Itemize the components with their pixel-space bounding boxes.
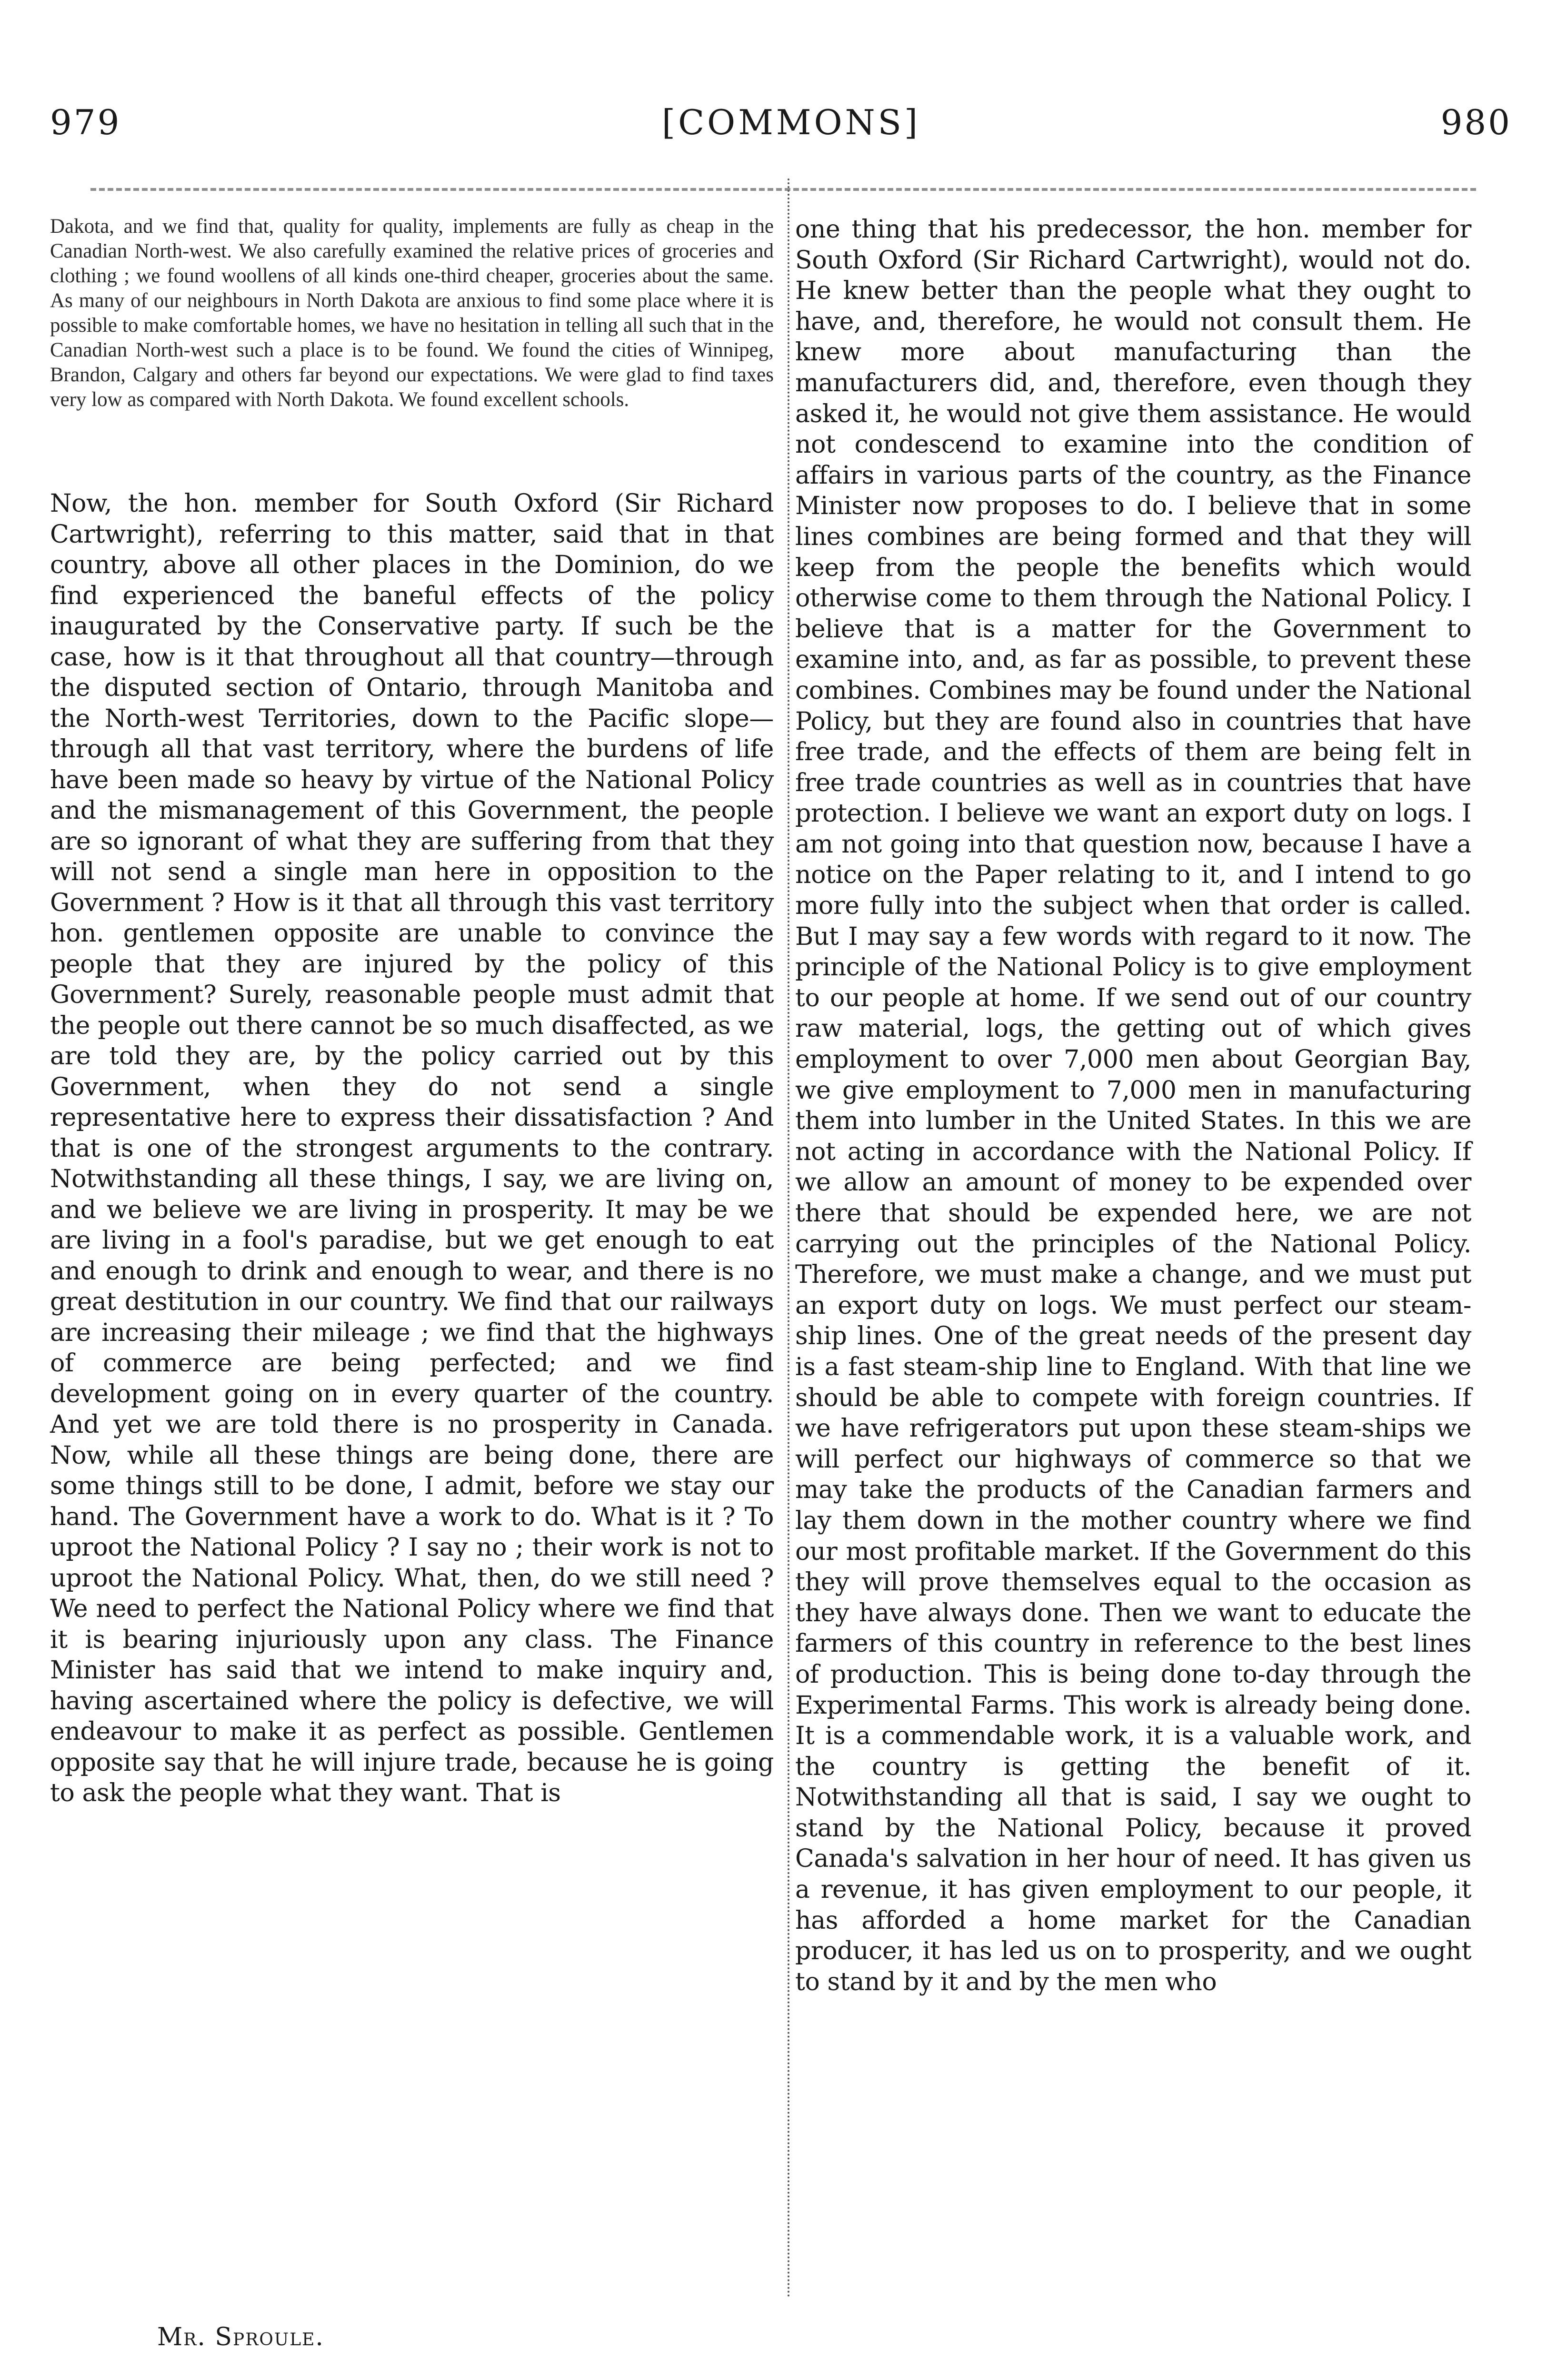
right-column <box>795 214 1471 1997</box>
page-number-left: 979 <box>50 102 121 142</box>
header-rule <box>90 188 1476 191</box>
quoted-letter: Dakota, and we find that, quality for quality, implements are fully as cheap in the Canadian North-west. We also carefully examined the relative prices of groceries and clothing ; we found woollens of all kinds one-third cheaper, groceries about the same. As many of our neighbours in North Dakota are anxious to find some place where it is possible to make comfortable homes, we have no hesitation in telling all such that in the Canadian North-west such a place is to be found. We found the cities of Winnipeg, Brandon, Calgary and others far beyond our expectations. We were glad to find taxes very low as compared with North Dakota. We found excellent schools. <box>50 215 774 411</box>
page-number-right: 980 <box>1440 102 1512 142</box>
speaker-name: Mr. Sproule. <box>157 2323 324 2351</box>
page-header <box>0 102 1557 159</box>
left-column-text: Now, the hon. member for South Oxford (Sir Richard Cartwright), referring to this matter, said that in that country, above all other places in the Dominion, do we find experienced the baneful effects of the policy inaugurated by the Conservative party. If such be the case, how is it that throughout all that country—through the disputed section of Ontario, through Manitoba and the North-west Territories, down to the Pacific slope—through all that vast territory, where the burdens of life have been made so heavy by virtue of the National Policy and the mismanagement of this Government, the people are so ignorant of what they are suffering from that they will not send a single man here in opposition to the Government ? How is it that all through this vast territory hon. gentlemen opposite are unable to convince the people that they are injured by the policy of this Government? Surely, reasonable people must admit that the people out there cannot be so much disaffected, as we are told they are, by the policy carried out by this Government, when they do not send a single representative here to express their dissatisfaction ? And that is one of the strongest arguments to the contrary. Notwithstanding all these things, I say, we are living on, and we believe we are living in prosperity. It may be we are living in a fool's paradise, but we get enough to eat and enough to drink and enough to wear, and there is no great destitution in our country. We find that our railways are increasing their mileage ; we find that the highways of commerce are being perfected; and we find development going on in every quarter of the country. And yet we are told there is no prosperity in Canada. Now, while all these things are being done, there are some things still to be done, I admit, before we stay our hand. The Government have a work to do. What is it ? To uproot the National Policy ? I say no ; their work is not to uproot the National Policy. What, then, do we still need ? We need to perfect the National Policy where we find that it is bearing injuriously upon any class. The Finance Minister has said that we intend to make inquiry and, having ascertained where the policy is defective, we will endeavour to make it as perfect as possible. Gentlemen opposite say that he will injure trade, because he is going to ask the people what they want. That is <box>50 489 774 1807</box>
left-column <box>50 214 774 1809</box>
page-title: [COMMONS] <box>662 102 921 142</box>
right-column-text: one thing that his predecessor, the hon. member for South Oxford (Sir Richard Cartwright), would not do. He knew better than the people what they ought to have, and, therefore, he would not consult them. He knew more about manufacturing than the manufacturers did, and, therefore, even though they asked it, he would not give them assistance. He would not condescend to examine into the condition of affairs in various parts of the country, as the Finance Minister now proposes to do. I believe that in some lines combines are being formed and that they will keep from the people the benefits which would otherwise come to them through the National Policy. I believe that is a matter for the Government to examine into, and, as far as possible, to prevent these combines. Combines may be found under the National Policy, but they are found also in countries that have free trade, and the effects of them are being felt in free trade countries as well as in countries that have protection. I believe we want an export duty on logs. I am not going into that question now, because I have a notice on the Paper relating to it, and I intend to go more fully into the subject when that order is called. But I may say a few words with regard to it now. The principle of the National Policy is to give employment to our people at home. If we send out of our country raw material, logs, the getting out of which gives employment to over 7,000 men about Georgian Bay, we give employment to 7,000 men in manufacturing them into lumber in the United States. In this we are not acting in accordance with the National Policy. If we allow an amount of money to be expended over there that should be expended here, we are not carrying out the principles of the National Policy. Therefore, we must make a change, and we must put an export duty on logs. We must perfect our steam-ship lines. One of the great needs of the present day is a fast steam-ship line to England. With that line we should be able to compete with foreign countries. If we have refrigerators put upon these steam-ships we will perfect our highways of commerce so that we may take the products of the Canadian farmers and lay them down in the mother country where we find our most profitable market. If the Government do this they will prove themselves equal to the occasion as they have always done. Then we want to educate the farmers of this country in reference to the best lines of production. This is being done to-day through the Experimental Farms. This work is already being done. It is a commendable work, it is a valuable work, and the country is getting the benefit of it. Notwithstanding all that is said, I say we ought to stand by the National Policy, because it proved Canada's salvation in her hour of need. It has given us a revenue, it has given employment to our people, it has afforded a home market for the Canadian producer, it has led us on to prosperity, and we ought to stand by it and by the men who <box>795 215 1471 1996</box>
column-divider <box>788 178 789 2299</box>
